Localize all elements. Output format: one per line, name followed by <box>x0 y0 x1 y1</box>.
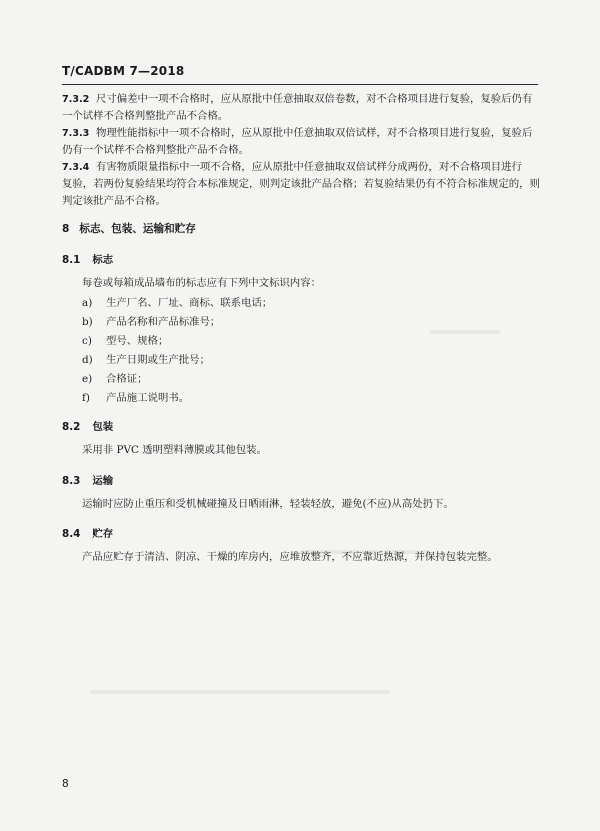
section-8-1-intro: 每卷或每箱成品墙布的标志应有下列中文标识内容： <box>82 277 321 289</box>
doc-code: T/CADBM 7—2018 <box>62 64 185 78</box>
list-item: d) 生产日期或生产批号； <box>82 354 210 366</box>
clause-7-3-2-cont: 一个试样不合格判整批产品不合格。 <box>62 110 229 122</box>
section-8-1-heading: 8.1 标志 <box>62 254 114 266</box>
clause-7-3-3: 7.3.3 物理性能指标中一项不合格时，应从原批中任意抽取双倍试样，对不合格项目进行复验，复验后 <box>62 127 533 139</box>
list-item: e) 合格证； <box>82 373 148 385</box>
clause-7-3-4-cont: 判定该批产品不合格。 <box>62 195 166 207</box>
header-rule <box>62 84 538 85</box>
list-item: c) 型号、规格； <box>82 335 169 347</box>
section-8-4-text: 产品应贮存于清洁、阴凉、干燥的库房内，应堆放整齐，不应靠近热源，并保持包装完整。 <box>82 551 498 563</box>
clause-7-3-3-cont: 仍有一个试样不合格判整批产品不合格。 <box>62 144 250 156</box>
list-item: b) 产品名称和产品标准号； <box>82 316 221 328</box>
section-8-heading: 8 标志、包装、运输和贮存 <box>62 223 196 235</box>
list-item: a) 生产厂名、厂址、商标、联系电话； <box>82 297 273 309</box>
list-item: f) 产品施工说明书。 <box>82 392 190 404</box>
clause-7-3-4: 7.3.4 有害物质限量指标中一项不合格，应从原批中任意抽取双倍试样分成两份，对不合格项目进行 <box>62 161 522 173</box>
clause-7-3-4-cont: 复验，若两份复验结果均符合本标准规定，则判定该批产品合格；若复验结果仍有不符合标准规定的，则 <box>62 178 540 190</box>
section-8-4-heading: 8.4 贮存 <box>62 528 114 540</box>
page-number: 8 <box>62 778 69 790</box>
section-8-3-heading: 8.3 运输 <box>62 475 114 487</box>
section-8-3-text: 运输时应防止重压和受机械碰撞及日晒雨淋，轻装轻放，避免(不应)从高处扔下。 <box>82 498 454 510</box>
show-through-mark <box>430 330 500 334</box>
show-through-mark <box>90 690 390 694</box>
clause-7-3-2: 7.3.2 尺寸偏差中一项不合格时，应从原批中任意抽取双倍卷数，对不合格项目进行复验，复验后仍有 <box>62 93 533 105</box>
section-8-2-heading: 8.2 包装 <box>62 421 114 433</box>
section-8-2-text: 采用非 PVC 透明塑料薄膜或其他包装。 <box>82 444 267 456</box>
